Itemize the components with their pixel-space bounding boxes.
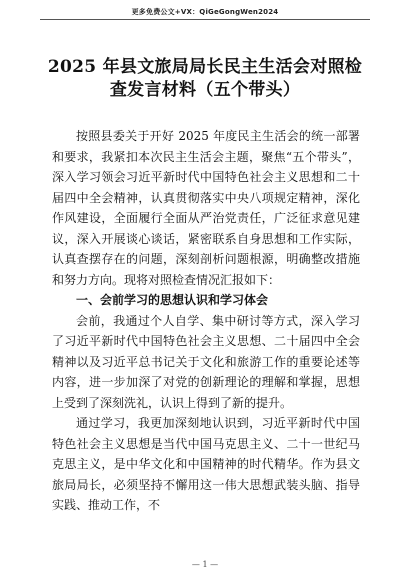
title-line-2: 查发言材料（五个带头）: [109, 80, 301, 100]
page-number: — 1 —: [191, 560, 219, 569]
intro-paragraph: 按照县委关于开好 2025 年度民主生活会的统一部署和要求，我紧扣本次民主生活会主题，聚焦“五个带头”，深入学习领会习近平新时代中国特色社会主义思想和二十届四中全会精神，认真贯彻落实中央八项规定精神，深化作风建设，全面履行全面从严治党责任，广泛征求意见建议，深入开展谈心谈话，紧密联系自身思想和工作实际，认真查摆存在的问题，深刻剖析问题根源，明确整改措施和努力方向。现将对照检查情况汇报如下：: [52, 129, 360, 287]
section1-paragraph-1: 会前，我通过个人自学、集中研讨等方式，深入学习了习近平新时代中国特色社会主义思想、二十届四中全会精神以及习近平总书记关于文化和旅游工作的重要论述等内容，进一步加深了对党的创新理论的理解和掌握，思想上受到了深刻洗礼，认识上得到了新的提升。: [52, 313, 360, 410]
section1-paragraph-2: 通过学习，我更加深刻地认识到，习近平新时代中国特色社会主义思想是当代中国马克思主义、二十一世纪马克思主义，是中华文化和中国精神的时代精华。作为县文旅局局长，必须坚持不懈用这一伟大思想武装头脑、指导实践、推动工作，不: [52, 416, 360, 512]
document-title: [40, 56, 370, 102]
title-line-1: 2025 年县文旅局局长民主生活会对照检: [47, 57, 363, 77]
document-body: [52, 126, 360, 516]
section-heading-1: 一、会前学习的思想认识和学习体会: [76, 293, 269, 307]
header-divider: [40, 19, 370, 20]
header-banner: 更多免费公文+VX：QiGeGongWen2024: [131, 8, 279, 16]
